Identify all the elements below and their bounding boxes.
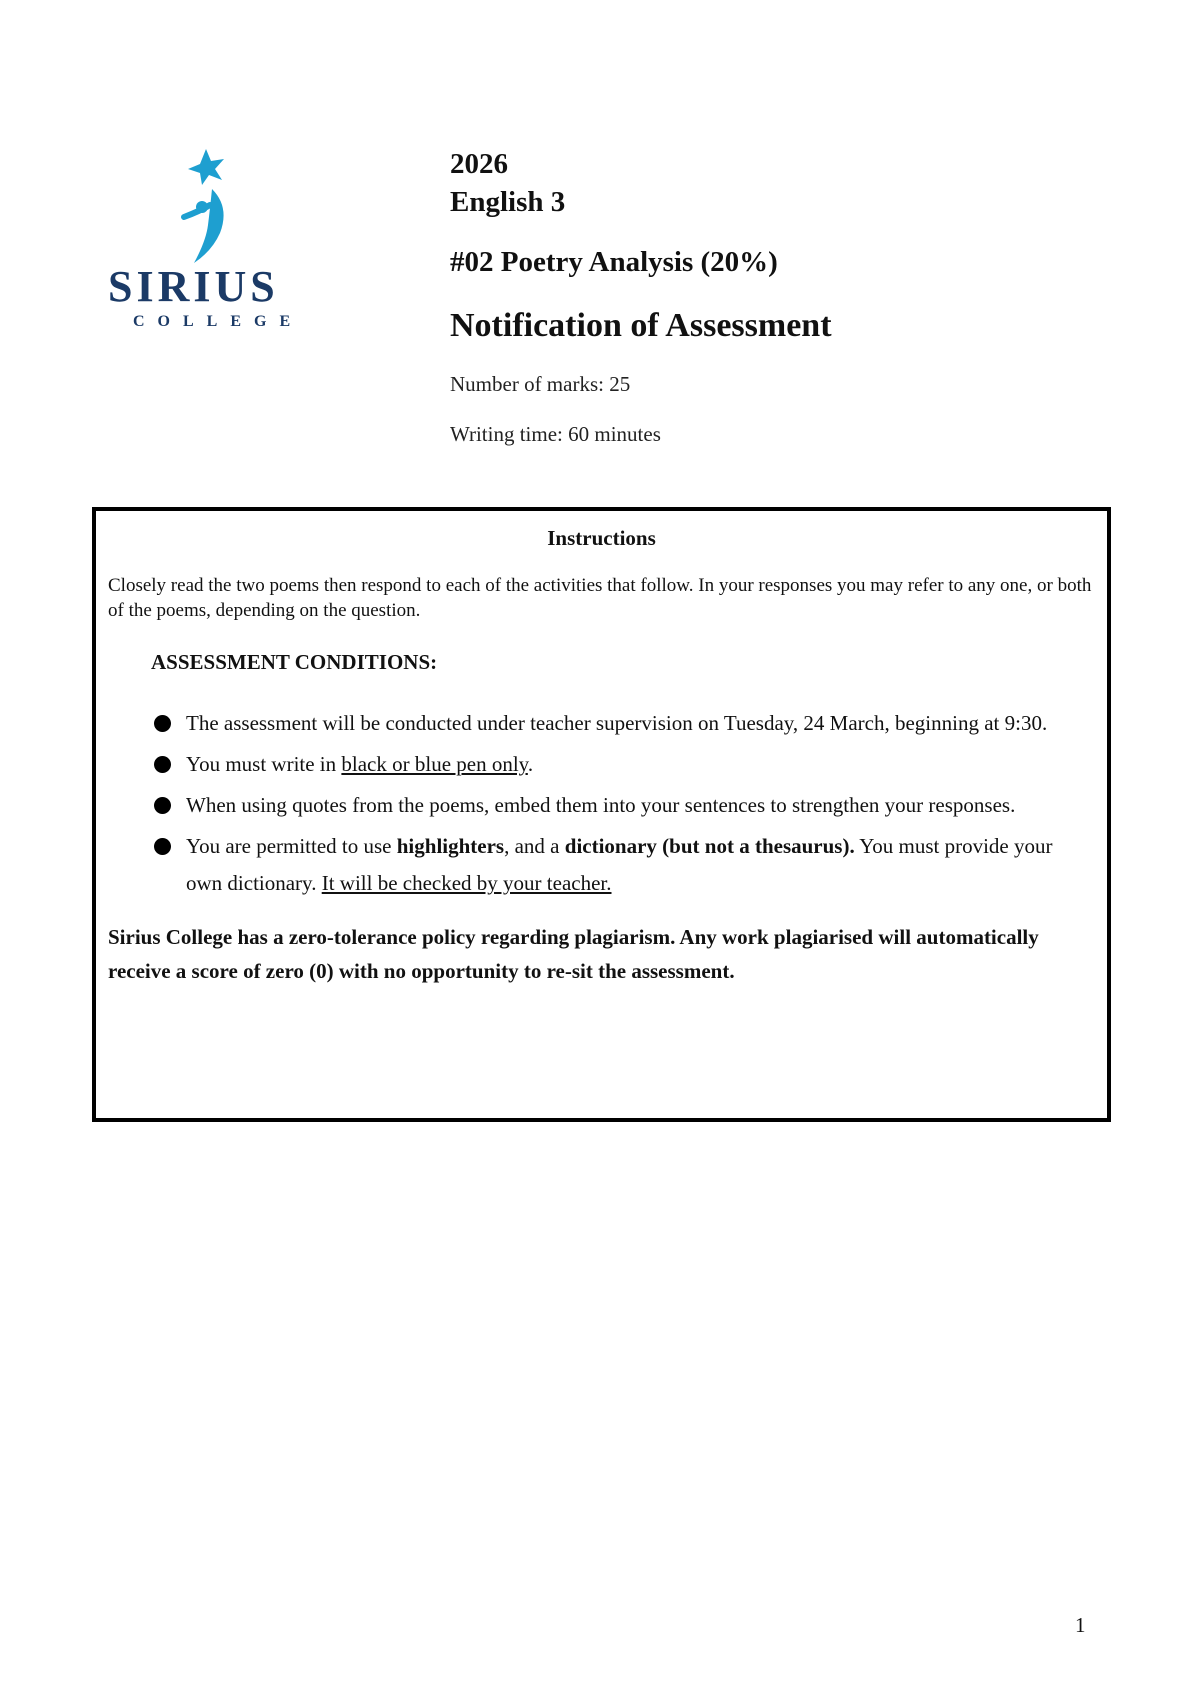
year: 2026 [450, 148, 508, 180]
list-item [96, 746, 1107, 783]
condition-text-underlined: It will be checked by your teacher. [321, 871, 612, 895]
condition-text: The assessment will be conducted under teacher supervision on Tuesday, 24 March, beginning at 9:30. [186, 711, 1048, 735]
condition-text-pre: You must write in [186, 752, 342, 776]
instructions-intro: Closely read the two poems then respond to each of the activities that follow. In your responses you may refer to any one, or both of the poems, depending on the question. [108, 575, 1092, 621]
writing-time: Writing time: 60 minutes [450, 422, 661, 446]
bullet-icon [154, 715, 171, 732]
conditions-heading: ASSESSMENT CONDITIONS: [151, 650, 438, 674]
condition-text-post: You must provide your own dictionary. [186, 834, 1053, 895]
task-title: #02 Poetry Analysis (20%) [450, 246, 778, 278]
page-number: 1 [1075, 1613, 1086, 1637]
condition-text: When using quotes from the poems, embed them into your sentences to strengthen your responses. [186, 793, 1016, 817]
document-header [450, 145, 1150, 447]
instructions-box [92, 507, 1111, 1122]
list-item [96, 787, 1107, 824]
condition-text-underlined: black or blue pen only [341, 752, 528, 776]
page-title: Notification of Assessment [450, 307, 832, 344]
bullet-icon [154, 756, 171, 773]
college-logo [108, 145, 308, 335]
subject: English 3 [450, 186, 566, 218]
conditions-list [96, 705, 1107, 902]
condition-text-bold: dictionary (but not a thesaurus). [564, 834, 855, 858]
condition-text-mid: , and a [504, 834, 565, 858]
instructions-heading: Instructions [547, 526, 656, 550]
star-figure-icon [108, 145, 308, 265]
logo-wordmark: SIRIUS [108, 262, 279, 311]
number-of-marks: Number of marks: 25 [450, 372, 631, 396]
condition-text-pre: You are permitted to use [186, 834, 397, 858]
plagiarism-policy: Sirius College has a zero-tolerance policy regarding plagiarism. Any work plagiarised will automatically receive a score of zero (0) with no opportunity to re-sit the assessment. [108, 925, 1039, 983]
condition-text-post: . [527, 752, 534, 776]
list-item [96, 705, 1107, 742]
bullet-icon [154, 797, 171, 814]
bullet-icon [154, 838, 171, 855]
logo-subtitle: COLLEGE [133, 313, 304, 330]
condition-text-bold: highlighters [396, 834, 505, 858]
list-item [96, 828, 1107, 902]
